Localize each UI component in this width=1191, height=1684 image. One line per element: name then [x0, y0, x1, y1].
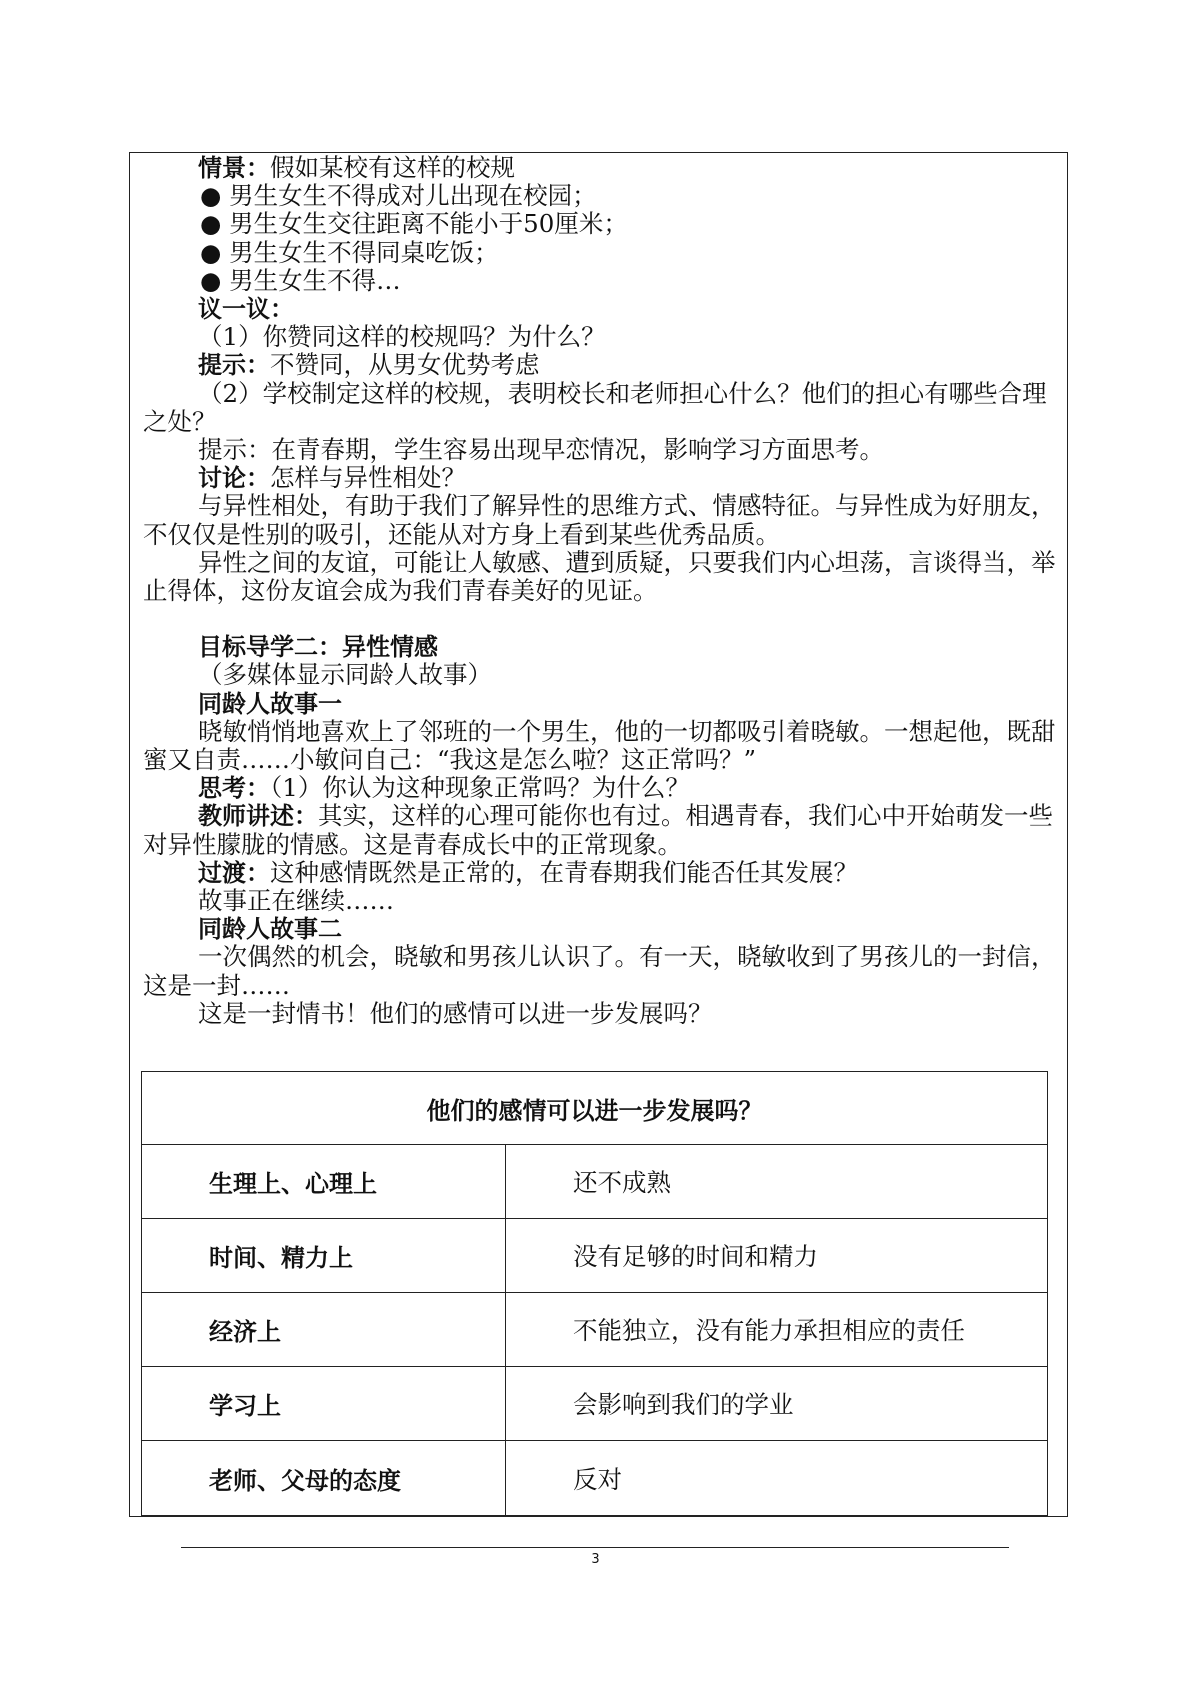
hint-2: 提示：在青春期，学生容易出现早恋情况，影响学习方面思考。	[198, 435, 884, 465]
table-cell-reason: 会影响到我们的学业	[573, 1390, 794, 1419]
think-line	[143, 774, 1058, 802]
transition-line	[143, 859, 1058, 887]
table-cell-reason: 不能独立，没有能力承担相应的责任	[573, 1316, 965, 1345]
discuss1-label: 议一议：	[198, 295, 294, 324]
rule-item: ● 男生女生不得成对儿出现在校园；	[200, 181, 597, 211]
continue-text: 故事正在继续……	[198, 886, 394, 916]
paragraph: 与异性相处，有助于我们了解异性的思维方式、情感特征。与异性成为好朋友，不仅仅是性别的吸引，还能从对方身上看到某些优秀品质。	[143, 491, 1056, 549]
section-title: 目标导学二：异性情感	[198, 633, 438, 662]
page-number: 3	[591, 1552, 600, 1567]
hint-text: 不赞同，从男女优势考虑	[270, 350, 540, 380]
table-cell-reason: 还不成熟	[573, 1168, 671, 1197]
story2-text: 一次偶然的机会，晓敏和男孩儿认识了。有一天，晓敏收到了男孩儿的一封信，这是一封……	[143, 942, 1056, 1000]
scenario-label: 情景：	[198, 154, 270, 182]
teacher-text: 其实，这样的心理可能你也有过。相遇青春，我们心中开始萌发一些对异性朦胧的情感。这是青春成长中的正常现象。	[143, 801, 1053, 859]
story1-title: 同龄人故事一	[198, 689, 342, 718]
table-cell-aspect: 学习上	[142, 1367, 506, 1440]
table-cell-reason: 反对	[573, 1464, 622, 1494]
question-1: （1）你赞同这样的校规吗？为什么？	[198, 322, 606, 352]
story2-end: 这是一封情书！他们的感情可以进一步发展吗？	[198, 998, 713, 1028]
table-row	[142, 1293, 1047, 1367]
table-header: 他们的感情可以进一步发展吗？	[142, 1072, 1047, 1145]
paragraph: 异性之间的友谊，可能让人敏感、遭到质疑，只要我们内心坦荡，言谈得当，举止得体，这份友谊会成为我们青春美好的见证。	[143, 547, 1056, 606]
table-cell-aspect: 时间、精力上	[142, 1219, 506, 1292]
table-cell-reason: 没有足够的时间和精力	[573, 1242, 818, 1271]
table-cell-aspect: 生理上、心理上	[142, 1145, 506, 1218]
rule-item: ● 男生女生不得…	[200, 265, 401, 295]
transition-label: 过渡：	[198, 858, 270, 887]
rule-item: ● 男生女生交往距离不能小于50厘米；	[200, 209, 628, 239]
footer-divider	[181, 1547, 1009, 1548]
discuss2-label: 讨论：	[198, 464, 270, 493]
table-cell-aspect: 老师、父母的态度	[142, 1441, 506, 1515]
rule-item: ● 男生女生不得同桌吃饭；	[200, 237, 499, 267]
media-note: （多媒体显示同龄人故事）	[198, 660, 492, 690]
table-row	[142, 1367, 1047, 1441]
scenario-line	[143, 154, 1058, 182]
discuss2-line	[143, 464, 1058, 492]
question-2: （2）学校制定这样的校规，表明校长和老师担心什么？他们的担心有哪些合理之处？	[143, 378, 1047, 436]
think-label: 思考：	[198, 774, 270, 803]
story1-text: 晓敏悄悄地喜欢上了邻班的一个男生，他的一切都吸引着晓敏。一想起他，既甜蜜又自责……小敏问自己：“我这是怎么啦？这正常吗？”	[143, 716, 1056, 775]
hint-label: 提示：	[198, 351, 270, 380]
reason-table	[141, 1071, 1048, 1516]
table-row	[142, 1145, 1047, 1219]
table-cell-aspect: 经济上	[142, 1293, 506, 1366]
think-text: （1）你认为这种现象正常吗？为什么？	[270, 773, 690, 803]
teacher-line	[143, 802, 1058, 858]
discuss2-text: 怎样与异性相处？	[270, 463, 466, 493]
lesson-content	[143, 154, 1058, 1028]
teacher-label: 教师讲述：	[198, 802, 318, 831]
transition-text: 这种感情既然是正常的，在青春期我们能否任其发展？	[270, 857, 858, 887]
scenario-text: 假如某校有这样的校规	[270, 153, 515, 182]
story2-title: 同龄人故事二	[198, 915, 342, 944]
table-row	[142, 1441, 1047, 1515]
table-row	[142, 1219, 1047, 1293]
hint-1	[143, 351, 1058, 379]
